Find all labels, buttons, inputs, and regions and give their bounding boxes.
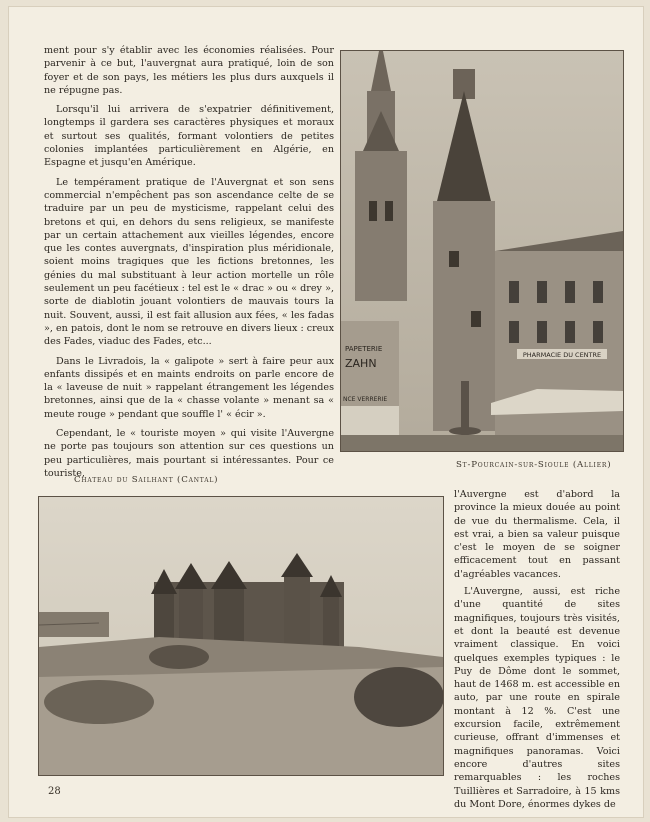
shop-sign-zahn: ZAHN — [345, 357, 377, 370]
paragraph: ment pour s'y établir avec les économies réalisées. Pour parvenir à ce but, l'auvergnat aura pratiqué, loin de son foyer et de son pays, les métiers les plus durs auxquels il ne répugne pas. — [44, 45, 334, 96]
town-square-photo — [341, 51, 623, 451]
paragraph: l'Auvergne est d'abord la province la mieux douée au point de vue du thermalisme. Cela, il est vrai, a bien sa valeur puisque c'est le moyen de se soigner efficacement tout en passant d'agréables vacances. — [454, 489, 620, 580]
shop-sign-pharmacie: PHARMACIE DU CENTRE — [522, 351, 602, 359]
paragraph: Cependant, le « touriste moyen » qui visite l'Auvergne ne porte pas toujours son attention sur ces questions un peu particulières, mais pourtant si intéressantes. Pour ce touriste, — [44, 428, 334, 479]
right-text-column — [454, 488, 620, 815]
photo-chateau-sailhant — [38, 496, 444, 776]
shop-sign-papeterie: PAPETERIE — [345, 345, 383, 353]
paragraph: L'Auvergne, aussi, est riche d'une quantité de sites magnifiques, toujours très visités, et dont la beauté est devenue vraiment classique. En voici quelques exemples typiques : le Puy de Dôme dont le sommet, haut de 1468 m. est accessible en auto, par une route en spirale montant à 12 %. C'est une excursion facile, extrêmement curieuse, offrant d'immenses et magnifiques panoramas. Voici encore d'autres sites remarquables : les roches Tuillières et Sarradoire, à 15 kms du Mont Dore, énormes dykes de — [454, 586, 620, 810]
caption-saint-pourcain: St-Pourcain-sur-Sioule (Allier) — [456, 460, 612, 470]
shop-sign-verrerie: NCE VERRERIE — [343, 396, 388, 403]
paragraph: Le tempérament pratique de l'Auvergnat et son sens commercial n'empêchent pas son ascendance celte de se traduire par un peu de mysticisme, rappelant celui des bretons et qui, en dehors du sens religieux, se manifeste par un certain attachement aux vieilles légendes, encore que les contes auvergnats, d'inspiration plus méridionale, soient moins tragiques que les fictions bretonnes, les génies du mal substituant à leur action mortelle un rôle seulement un peu facétieux : tel est le « drac » ou « drey », sorte de diablotin jouant volontiers de mauvais tours la nuit. Souvent, aussi, il est fait allusion aux fées, « les fadas », en patois, dont le nom se retrouve en divers lieux : creux des Fades, viaduc des Fades, etc... — [44, 176, 334, 348]
photo-saint-pourcain — [340, 50, 624, 452]
caption-sailhant: Chateau du Sailhant (Cantal) — [74, 475, 219, 485]
left-text-column — [44, 44, 334, 486]
castle-photo — [39, 497, 443, 775]
page — [8, 6, 644, 818]
page-number: 28 — [48, 786, 61, 797]
paragraph: Lorsqu'il lui arrivera de s'expatrier définitivement, longtemps il gardera ses caractères physiques et moraux et surtout ses qualités, formant volontiers de petites colonies implantées particulièrement en Algérie, en Espagne et jusqu'en Amérique. — [44, 104, 334, 169]
paragraph: Dans le Livradois, la « galipote » sert à faire peur aux enfants dissipés et en maints endroits on parle encore de la « laveuse de nuit » rappelant étrangement les légendes bretonnes, ainsi que de la « chasse volante » menant sa « meute rouge » pendant que souffle l' « écir ». — [44, 355, 334, 420]
